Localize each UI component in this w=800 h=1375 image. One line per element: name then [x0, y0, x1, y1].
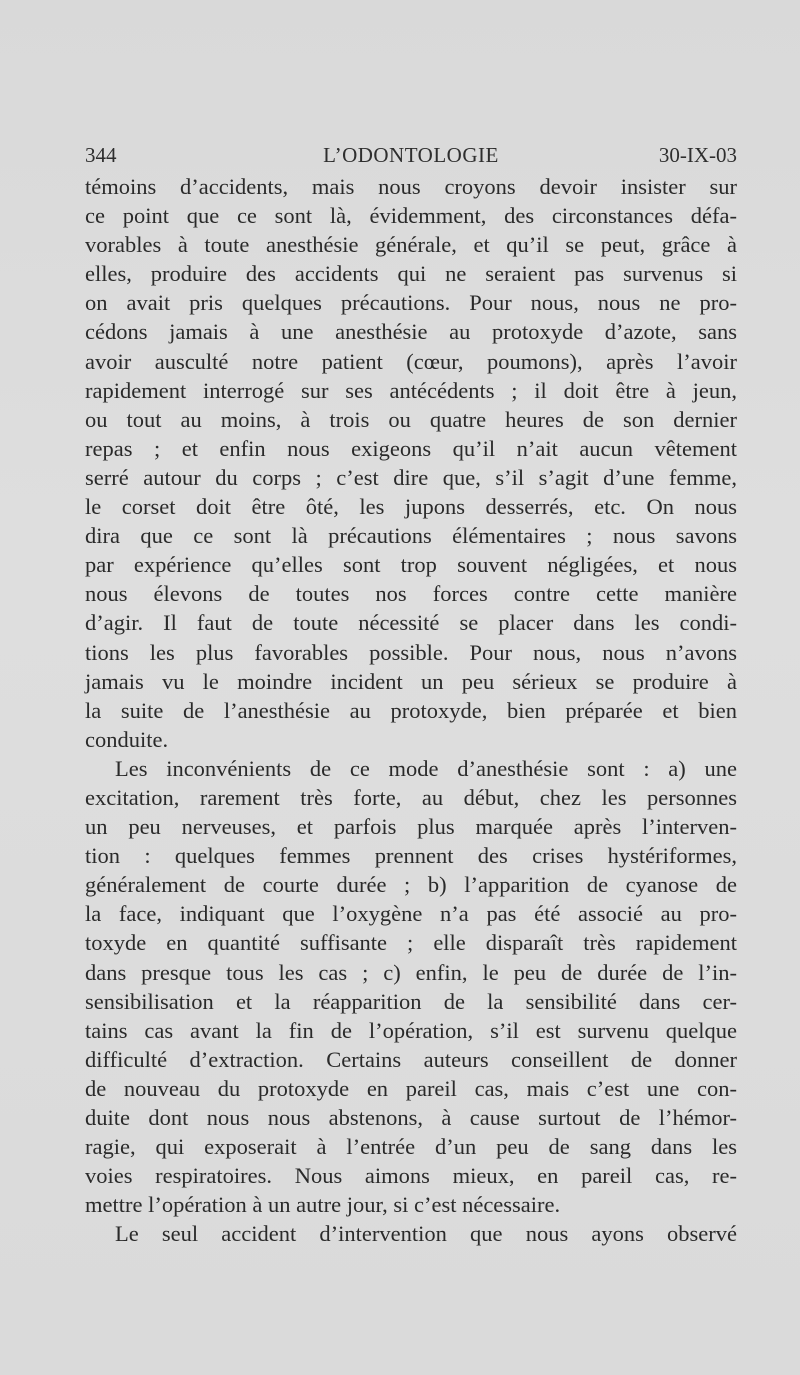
- text-line: jamais vu le moindre incident un peu sérieux se produire à: [85, 668, 737, 694]
- text-line: témoins d’accidents, mais nous croyons devoir insister sur: [85, 174, 737, 199]
- text-line: serré autour du corps ; c’est dire que, s’il s’agit d’une femme,: [85, 464, 737, 490]
- text-line: nous élevons de toutes nos forces contre cette manière: [85, 581, 737, 607]
- text-line: généralement de courte durée ; b) l’apparition de cyanose de: [85, 872, 737, 898]
- text-line: la suite de l’anesthésie au protoxyde, bien préparée et bien: [85, 697, 737, 723]
- text-line: ce point que ce sont là, évidemment, des circonstances défa-: [85, 203, 737, 229]
- text-line: d’agir. Il faut de toute nécessité se placer dans les condi-: [85, 610, 737, 636]
- text-line: un peu nerveuses, et parfois plus marquée après l’interven-: [85, 814, 737, 840]
- text-line: dira que ce sont là précautions élémentaires ; nous savons: [85, 523, 737, 549]
- text-line: tains cas avant la fin de l’opération, s’il est survenu quelque: [85, 1017, 737, 1043]
- text-line: le corset doit être ôté, les jupons desserrés, etc. On nous: [85, 494, 737, 520]
- text-line: rapidement interrogé sur ses antécédents ; il doit être à jeun,: [85, 377, 737, 403]
- text-line: conduite.: [85, 726, 169, 752]
- text-line: mettre l’opération à un autre jour, si c’est nécessaire.: [85, 1192, 561, 1218]
- issue-date: 30-IX-03: [658, 143, 737, 167]
- text-line: tions les plus favorables possible. Pour nous, nous n’avons: [85, 639, 737, 665]
- body-text: [85, 172, 737, 1248]
- text-line: toxyde en quantité suffisante ; elle disparaît très rapidement: [85, 930, 737, 956]
- text-line: Le seul accident d’intervention que nous ayons observé: [115, 1221, 737, 1247]
- text-line: cédons jamais à une anesthésie au protoxyde d’azote, sans: [85, 319, 737, 345]
- text-line: excitation, rarement très forte, au début, chez les personnes: [85, 784, 737, 810]
- text-line: ragie, qui exposerait à l’entrée d’un peu de sang dans les: [85, 1134, 737, 1160]
- text-line: duite dont nous nous abstenons, à cause surtout de l’hémor-: [85, 1105, 737, 1130]
- text-line: voies respiratoires. Nous aimons mieux, en pareil cas, re-: [85, 1163, 737, 1189]
- text-line: la face, indiquant que l’oxygène n’a pas été associé au pro-: [85, 901, 737, 927]
- page-header: [85, 143, 737, 171]
- text-line: ou tout au moins, à trois ou quatre heures de son dernier: [85, 406, 737, 432]
- text-line: on avait pris quelques précautions. Pour nous, nous ne pro-: [85, 290, 737, 316]
- text-line: dans presque tous les cas ; c) enfin, le peu de durée de l’in-: [85, 959, 737, 985]
- text-line: de nouveau du protoxyde en pareil cas, mais c’est une con-: [85, 1075, 737, 1101]
- text-line: difficulté d’extraction. Certains auteurs conseillent de donner: [85, 1046, 737, 1072]
- text-line: tion : quelques femmes prennent des crises hystériformes,: [85, 843, 737, 869]
- text-line: repas ; et enfin nous exigeons qu’il n’ait aucun vêtement: [85, 435, 737, 461]
- text-line: elles, produire des accidents qui ne seraient pas survenus si: [85, 261, 737, 287]
- text-line: sensibilisation et la réapparition de la sensibilité dans cer-: [85, 988, 737, 1014]
- text-line: par expérience qu’elles sont trop souvent négligées, et nous: [85, 552, 737, 578]
- running-title: L’ODONTOLOGIE: [323, 143, 499, 167]
- text-line: vorables à toute anesthésie générale, et qu’il se peut, grâce à: [85, 232, 737, 258]
- text-line: Les inconvénients de ce mode d’anesthésie sont : a) une: [115, 755, 737, 781]
- text-line: avoir ausculté notre patient (cœur, poumons), après l’avoir: [85, 348, 737, 374]
- page-number: 344: [85, 143, 117, 167]
